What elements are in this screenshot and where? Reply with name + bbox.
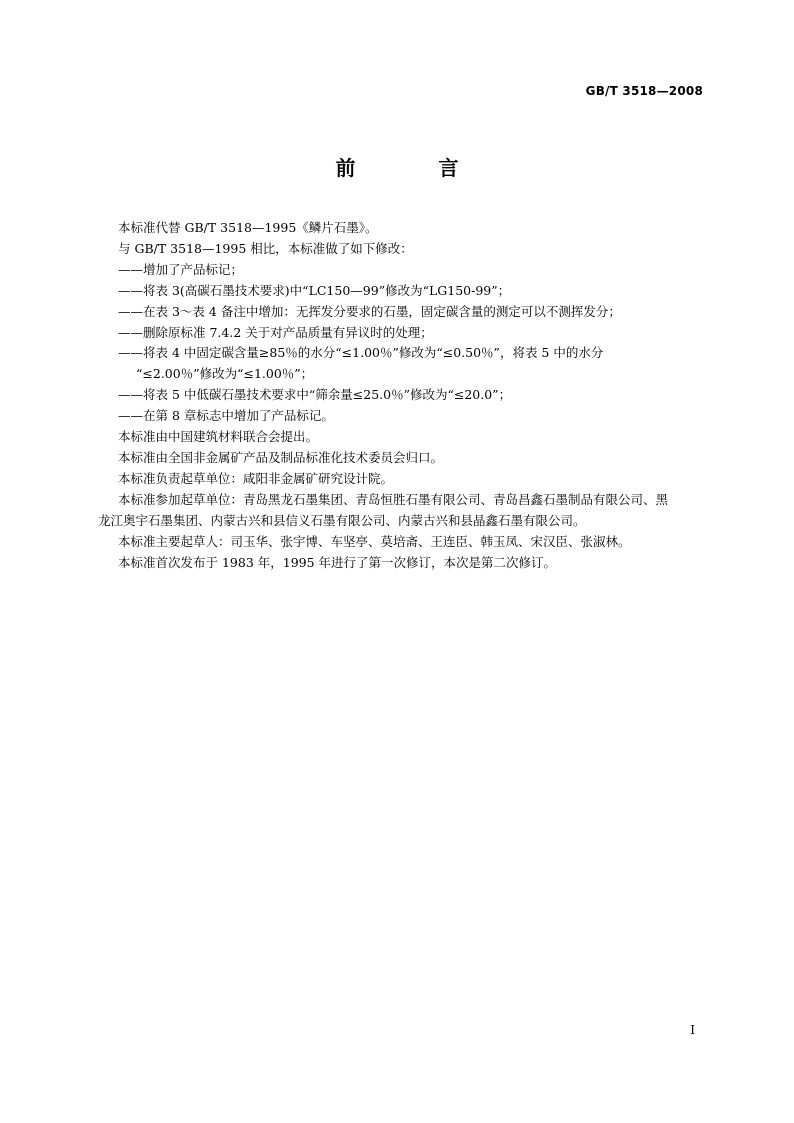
foreword-body	[98, 218, 706, 573]
paragraph-drafters: 本标准主要起草人：司玉华、张宇博、车坚亭、莫培斋、王连臣、韩玉凤、宋汉臣、张淑林。	[118, 533, 631, 549]
paragraph-replaces: 本标准代替 GB/T 3518—1995《鳞片石墨》。	[118, 220, 378, 235]
paragraph-proposed-by: 本标准由中国建筑材料联合会提出。	[118, 429, 319, 445]
paragraph-managed-by: 本标准由全国非金属矿产品及制品标准化技术委员会归口。	[118, 449, 444, 465]
change-item: ——删除原标准 7.4.2 关于对产品质量有异议时的处理；	[118, 324, 433, 340]
change-item: ——在表 3～表 4 备注中增加：无挥发分要求的石墨，固定碳含量的测定可以不测挥发分；	[118, 303, 621, 319]
change-item: ——将表 4 中固定碳含量≥85％的水分“≤1.00％”修改为“≤0.50％”，将表 5 中的水分	[118, 345, 604, 361]
paragraph-participating-units-continuation: 龙江奥宇石墨集团、内蒙古兴和县信义石墨有限公司、内蒙古兴和县晶鑫石墨有限公司。	[98, 512, 586, 528]
change-item: ——增加了产品标记；	[118, 261, 244, 277]
change-item: ——在第 8 章标志中增加了产品标记。	[118, 408, 334, 424]
change-item: ——将表 5 中低碳石墨技术要求中“筛余量≤25.0％”修改为“≤20.0”；	[118, 387, 512, 403]
paragraph-participating-units: 本标准参加起草单位：青岛黑龙石墨集团、青岛恒胜石墨有限公司、青岛昌鑫石墨制品有限公司、黑	[118, 491, 669, 507]
page-number: I	[690, 1023, 695, 1037]
paragraph-drafting-unit: 本标准负责起草单位：咸阳非金属矿研究设计院。	[118, 470, 394, 486]
standard-code: GB/T 3518—2008	[585, 84, 703, 98]
change-item-continuation: “≤2.00％”修改为“≤1.00％”；	[136, 366, 314, 382]
page-title: 前 言	[335, 156, 497, 180]
change-item: ——将表 3(高碳石墨技术要求)中“LC150—99”修改为“LG150-99”；	[118, 282, 511, 298]
paragraph-history: 本标准首次发布于 1983 年，1995 年进行了第一次修订，本次是第二次修订。	[118, 554, 557, 570]
paragraph-changes-intro: 与 GB/T 3518—1995 相比，本标准做了如下修改：	[118, 240, 413, 256]
